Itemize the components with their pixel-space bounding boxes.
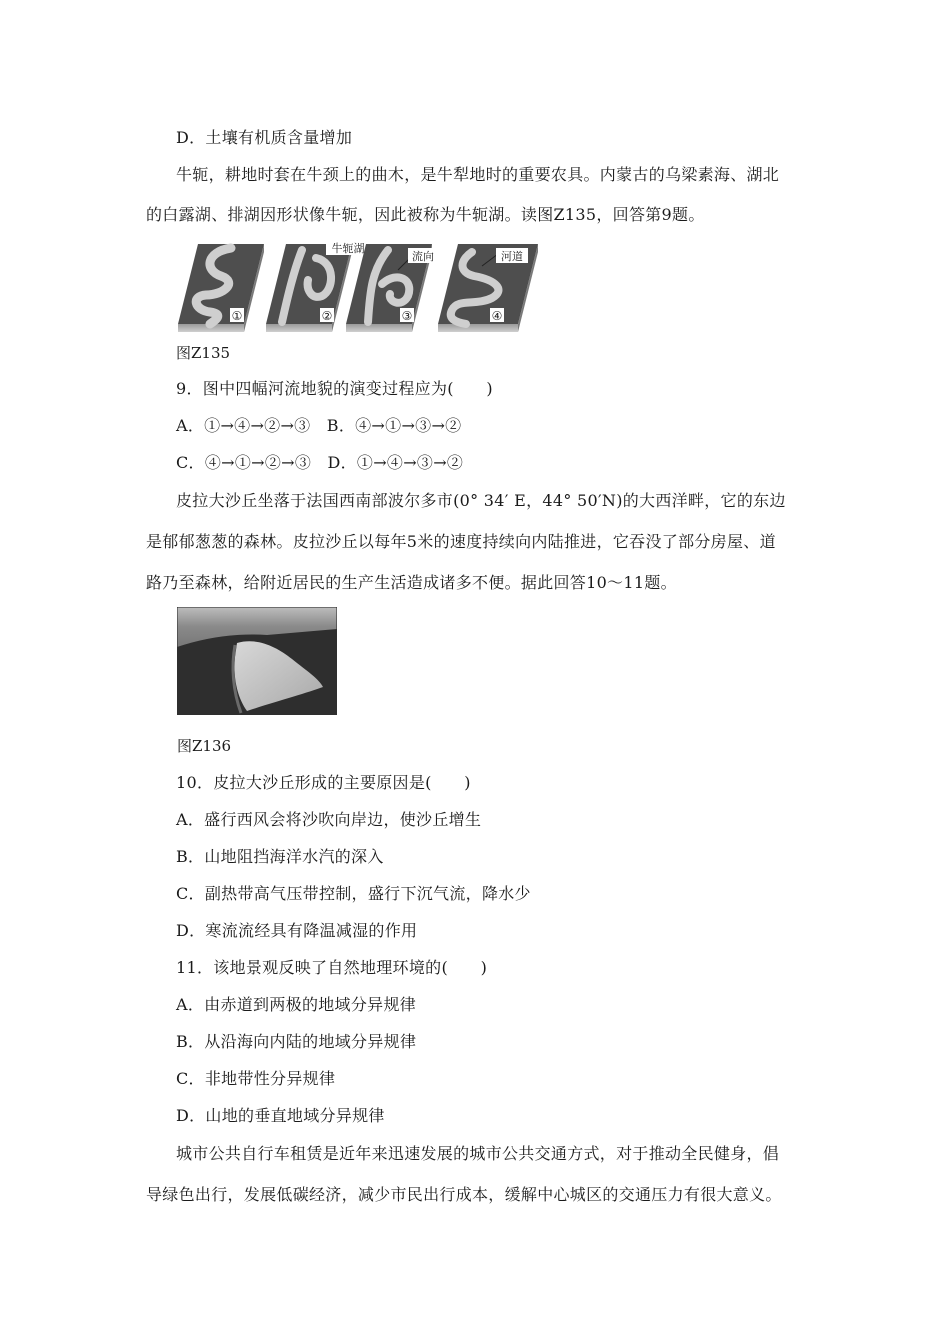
- panel-1: [178, 244, 264, 332]
- q10-option-b: B．山地阻挡海洋水汽的深入: [176, 847, 384, 866]
- label-river-channel: 河道: [501, 250, 523, 263]
- intro-dune-line2: 是郁郁葱葱的森林。皮拉沙丘以每年5米的速度持续向内陆推进，它吞没了部分房屋、道: [146, 532, 776, 551]
- intro-bike-line1: 城市公共自行车租赁是近年来迅速发展的城市公共交通方式，对于推动全民健身，倡: [176, 1144, 780, 1163]
- intro-bike-line2: 导绿色出行，发展低碳经济，减少市民出行成本，缓解中心城区的交通压力有很大意义。: [146, 1185, 782, 1204]
- q11-option-c: C．非地带性分异规律: [176, 1069, 336, 1088]
- panel-number-3: ③: [401, 309, 413, 323]
- intro-oxbow-line1: 牛轭，耕地时套在牛颈上的曲木，是牛犁地时的重要农具。内蒙古的乌梁素海、湖北: [176, 165, 780, 184]
- q11-stem: 11．该地景观反映了自然地理环境的( ): [176, 958, 488, 977]
- label-flow-direction: 流向: [412, 250, 434, 263]
- panel-number-2: ②: [321, 309, 333, 323]
- figure-z135-caption: 图Z135: [176, 344, 231, 362]
- q10-option-c: C．副热带高气压带控制，盛行下沉气流，降水少: [176, 884, 531, 903]
- q9-stem: 9．图中四幅河流地貌的演变过程应为( ): [176, 379, 493, 398]
- pilat-dune-photo: [177, 607, 337, 715]
- q11-option-d: D．山地的垂直地域分异规律: [176, 1106, 385, 1125]
- panel-4: [438, 244, 538, 332]
- q9-options-row1: A．①→④→②→③ B．④→①→③→②: [176, 416, 462, 435]
- panel-number-4: ④: [491, 309, 503, 323]
- panel-number-1: ①: [231, 309, 243, 323]
- q11-option-b: B．从沿海向内陆的地域分异规律: [176, 1032, 417, 1051]
- intro-oxbow-line2: 的白露湖、排湖因形状像牛轭，因此被称为牛轭湖。读图Z135，回答第9题。: [146, 205, 705, 224]
- q10-stem: 10．皮拉大沙丘形成的主要原因是( ): [176, 773, 471, 792]
- q9-options-row2: C．④→①→②→③ D．①→④→③→②: [176, 453, 464, 472]
- q10-option-a: A．盛行西风会将沙吹向岸边，使沙丘增生: [176, 810, 482, 829]
- q11-option-a: A．由赤道到两极的地域分异规律: [176, 995, 417, 1014]
- intro-dune-line1: 皮拉大沙丘坐落于法国西南部波尔多市(0° 34′ E，44° 50′N)的大西洋畔，它的东边: [176, 491, 786, 510]
- q10-option-d: D．寒流流经具有降温减湿的作用: [176, 921, 418, 940]
- panel-3: [346, 244, 438, 332]
- intro-dune-line3: 路乃至森林，给附近居民的生产生活造成诸多不便。据此回答10～11题。: [146, 573, 677, 592]
- oxbow-lake-figure: [176, 240, 542, 336]
- label-oxbow-lake: 牛轭湖: [331, 242, 365, 255]
- q8-option-d: D．土壤有机质含量增加: [176, 128, 353, 147]
- figure-z136-caption: 图Z136: [177, 737, 232, 755]
